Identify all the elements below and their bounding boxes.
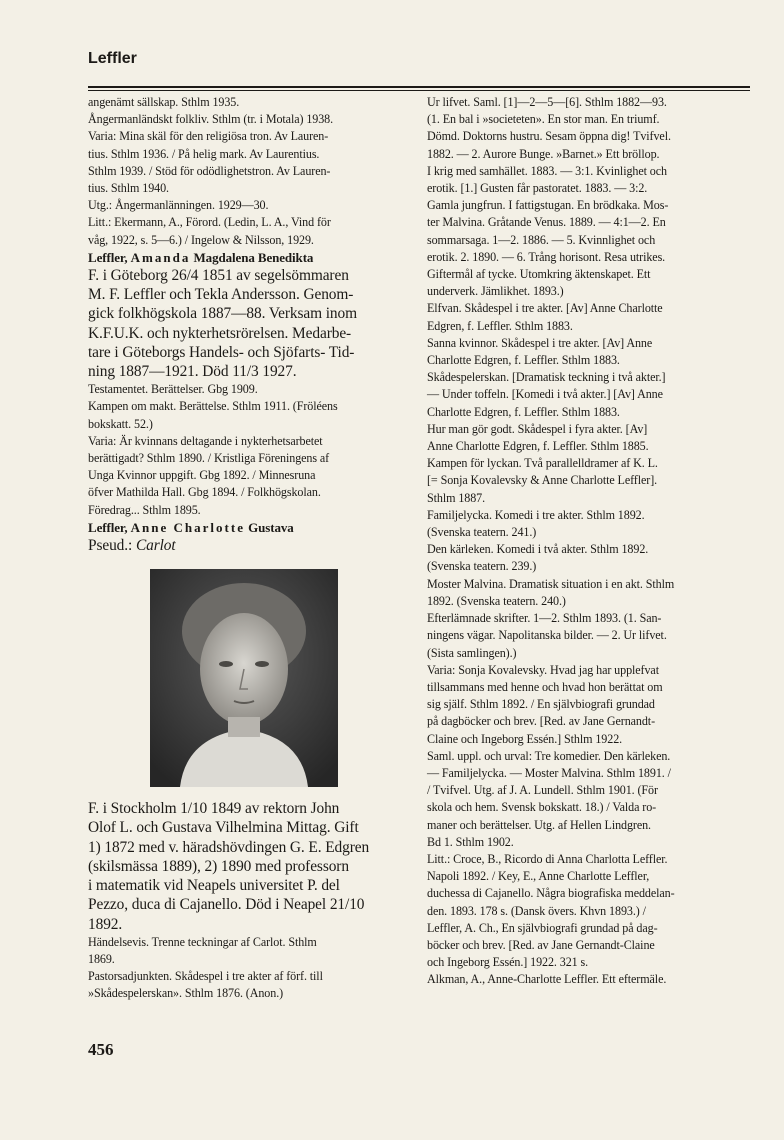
text-line: den. 1893. 178 s. (Dansk övers. Khvn 1893.) / — [427, 903, 646, 918]
text-line: Familjelycka. Komedi i tre akter. Sthlm 1892. — [427, 507, 645, 522]
bio-line: K.F.U.K. och nykterhetsrörelsen. Medarbe- — [88, 324, 352, 342]
text-line: sig själf. Sthlm 1892. / En självbiografi grundad — [427, 697, 655, 712]
work-line: Kampen om makt. Berättelse. Sthlm 1911. (Fröléens — [88, 399, 338, 414]
text-line: 1882. — 2. Aurore Bunge. »Barnet.» Ett bröllop. — [427, 146, 660, 161]
text-line: erotik. [1.] Gusten får pastoratet. 1883. — 3:2. — [427, 181, 648, 196]
pseudonym-label: Pseud.: — [88, 537, 133, 555]
work-line: Varia: Är kvinnans deltagande i nykterhetsarbetet — [88, 433, 323, 448]
text-line: Sanna kvinnor. Skådespel i tre akter. [Av] Anne — [427, 335, 653, 350]
work-line: Föredrag... Sthlm 1895. — [88, 502, 201, 517]
text-line: (Svenska teatern. 239.) — [427, 559, 537, 574]
header-rule — [88, 86, 750, 88]
text-line: skola och hem. Svensk bokskatt. 18.) / Valda ro- — [427, 800, 657, 815]
text-line: (Sista samlingen).) — [427, 645, 517, 660]
text-line: Sthlm 1887. — [427, 490, 486, 505]
text-line: Bd 1. Sthlm 1902. — [427, 834, 514, 849]
text-line: Leffler, A. Ch., En självbiografi grundad på dag- — [427, 920, 658, 935]
text-line: Ångermanländskt folkliv. Sthlm (tr. i Motala) 1938. — [88, 112, 334, 127]
text-line: Edgren, f. Leffler. Sthlm 1883. — [427, 318, 573, 333]
work-line: Unga Kvinnor uppgift. Gbg 1892. / Minnesruna — [88, 468, 316, 483]
text-line: på dagböcker och brev. [Red. av Jane Gernandt- — [427, 714, 655, 729]
text-line: tillsammans med henne och hvad hon berättat om — [427, 679, 663, 694]
text-line: tius. Sthlm 1940. — [88, 181, 169, 196]
work-line: Pastorsadjunkten. Skådespel i tre akter af förf. till — [88, 969, 323, 984]
page-number: 456 — [88, 1040, 114, 1059]
text-line: Kampen för lyckan. Två parallelldramer af K. L. — [427, 456, 658, 471]
text-line: sommarsaga. 1—2. 1886. — 5. Kvinnlighet och — [427, 232, 656, 247]
entry-heading — [88, 249, 408, 266]
text-line: Utg.: Ångermanlänningen. 1929—30. — [88, 198, 269, 213]
text-line: Ur lifvet. Saml. [1]—2—5—[6]. Sthlm 1882—93. — [427, 95, 667, 109]
bio-line: F. i Stockholm 1/10 1849 av rektorn John — [88, 800, 340, 818]
text-line: Skådespelerskan. [Dramatisk teckning i två akter.] — [427, 370, 666, 385]
bio-line: 1892. — [88, 915, 123, 933]
bio-line: Olof L. och Gustava Vilhelmina Mittag. Gift — [88, 819, 359, 837]
text-line: / Tvifvel. Utg. af J. A. Lundell. Sthlm 1901. (För — [427, 783, 658, 798]
previous-entry-tail — [88, 94, 408, 249]
text-line: Claine och Ingeborg Essén.] Sthlm 1922. — [427, 731, 623, 746]
text-line: Den kärleken. Komedi i två akter. Sthlm 1892. — [427, 542, 649, 557]
bio-line: i matematik vid Neapels universitet P. del — [88, 877, 340, 895]
bio-line: 1) 1872 med v. häradshövdingen G. E. Edgren — [88, 838, 370, 856]
text-line: maner och berättelser. Utg. af Hellen Lindgren. — [427, 817, 651, 832]
text-line: och Ingeborg Essén.] 1922. 321 s. — [427, 955, 589, 970]
text-line: angenämt sällskap. Sthlm 1935. — [88, 95, 240, 109]
bio-line: (skilsmässa 1889), 2) 1890 med professorn — [88, 857, 349, 875]
portrait-image — [150, 569, 338, 787]
text-line: Saml. uppl. och urval: Tre komedier. Den kärleken. — [427, 748, 671, 763]
bio-line: Pezzo, duca di Cajanello. Död i Neapel 21/10 — [88, 896, 365, 914]
pseudonym-value: Carlot — [135, 537, 176, 555]
bio-line: F. i Göteborg 26/4 1851 av segelsömmaren — [88, 267, 349, 285]
work-line: berättigadt? Sthlm 1890. / Kristliga Föreningens af — [88, 451, 330, 466]
text-line: Elfvan. Skådespel i tre akter. [Av] Anne Charlotte — [427, 301, 663, 316]
work-line: 1869. — [88, 951, 115, 966]
bio-line: gick folkhögskola 1887—88. Verksam inom — [88, 305, 357, 323]
portrait-photo — [150, 569, 338, 787]
entry-heading — [88, 519, 408, 536]
work-line: »Skådespelerskan». Sthlm 1876. (Anon.) — [88, 986, 284, 1001]
heading-given-name: Anne Charlotte — [130, 519, 245, 535]
text-line: Anne Charlotte Edgren, f. Leffler. Sthlm 1885. — [427, 439, 649, 454]
text-line: (Svenska teatern. 241.) — [427, 525, 537, 540]
heading-other-names: Magdalena Benedikta — [193, 249, 314, 265]
work-line: öfver Mathilda Hall. Gbg 1894. / Folkhögskolan. — [88, 485, 321, 500]
text-line: ningens vägar. Napolitanska bilder. — 2. Ur lifvet. — [427, 628, 667, 643]
text-line: [= Sonja Kovalevsky & Anne Charlotte Leffler]. — [427, 473, 658, 488]
text-line: Varia: Sonja Kovalevsky. Hvad jag har upplefvat — [427, 662, 659, 677]
left-column — [88, 94, 408, 1003]
text-line: Efterlämnade skrifter. 1—2. Sthlm 1893. (1. San- — [427, 611, 662, 626]
header-rule-thin — [88, 90, 750, 91]
text-line: våg, 1922, s. 5—6.) / Ingelow & Nilsson, 1929. — [88, 232, 314, 247]
entry-amanda-leffler — [88, 249, 408, 519]
work-line: Testamentet. Berättelser. Gbg 1909. — [88, 382, 258, 397]
running-header: Leffler — [88, 50, 137, 67]
bio-line: tare i Göteborgs Handels- och Sjöfarts- Tid- — [88, 343, 355, 361]
text-line: — Familjelycka. — Moster Malvina. Sthlm 1891. / — [427, 765, 671, 780]
heading-given-name: Amanda — [130, 249, 191, 265]
work-line: bokskatt. 52.) — [88, 416, 153, 431]
text-line: Dömd. Doktorns hustru. Sesam öppna dig! Tvifvel. — [427, 129, 671, 144]
bio-line: M. F. Leffler och Tekla Andersson. Genom- — [88, 286, 354, 304]
text-line: böcker och brev. [Red. av Jane Gernandt-Claine — [427, 937, 655, 952]
bio-line: ning 1887—1921. Död 11/3 1927. — [88, 363, 297, 381]
text-line: Charlotte Edgren, f. Leffler. Sthlm 1883. — [427, 404, 620, 419]
text-line: Varia: Mina skäl för den religiösa tron. Av Lauren- — [88, 129, 329, 144]
text-line: Sthlm 1939. / Stöd för odödlighetstron. Av Lauren- — [88, 163, 331, 178]
text-line: Moster Malvina. Dramatisk situation i en akt. Sthlm — [427, 576, 675, 591]
text-line: erotik. 2. 1890. — 6. Trång horisont. Resa utrikes. — [427, 249, 666, 264]
right-column — [427, 94, 751, 989]
text-line: tius. Sthlm 1936. / På helig mark. Av Laurentius. — [88, 146, 320, 161]
text-line: Litt.: Croce, B., Ricordo di Anna Charlotta Leffler. — [427, 851, 668, 866]
text-line: underverk. Jämlikhet. 1893.) — [427, 284, 564, 299]
text-line: Giftermål af tycke. Utomkring äktenskapet. Ett — [427, 267, 651, 282]
text-line: — Under toffeln. [Komedi i två akter.] [Av] Anne — [427, 387, 663, 402]
text-line: 1892. (Svenska teatern. 240.) — [427, 593, 566, 608]
text-line: Alkman, A., Anne-Charlotte Leffler. Ett eftermäle. — [427, 972, 667, 987]
work-line: Händelsevis. Trenne teckningar af Carlot. Sthlm — [88, 934, 317, 949]
text-line: Napoli 1892. / Key, E., Anne Charlotte Leffler, — [427, 869, 650, 884]
heading-surname: Leffler, — [88, 519, 128, 535]
text-line: Litt.: Ekermann, A., Förord. (Ledin, L. A., Vind för — [88, 215, 331, 230]
text-line: (1. En bal i »societeten». En stor man. En triumf. — [427, 112, 660, 127]
text-line: Gamla jungfrun. I fattigstugan. En brödkaka. Mos- — [427, 198, 669, 213]
text-line: Charlotte Edgren, f. Leffler. Sthlm 1883. — [427, 353, 620, 368]
text-line: Hur man gör godt. Skådespel i fyra akter. [Av] — [427, 421, 648, 436]
text-line: ter Malvina. Gråtande Venus. 1889. — 4:1—2. En — [427, 215, 666, 230]
heading-other-names: Gustava — [248, 519, 294, 535]
entry-anne-charlotte-leffler — [88, 519, 408, 1003]
heading-surname: Leffler, — [88, 249, 128, 265]
pseudonym-line — [88, 536, 408, 555]
text-line: duchessa di Cajanello. Några biografiska meddelan- — [427, 886, 675, 901]
text-line: I krig med samhället. 1883. — 3:1. Kvinlighet och — [427, 163, 667, 178]
